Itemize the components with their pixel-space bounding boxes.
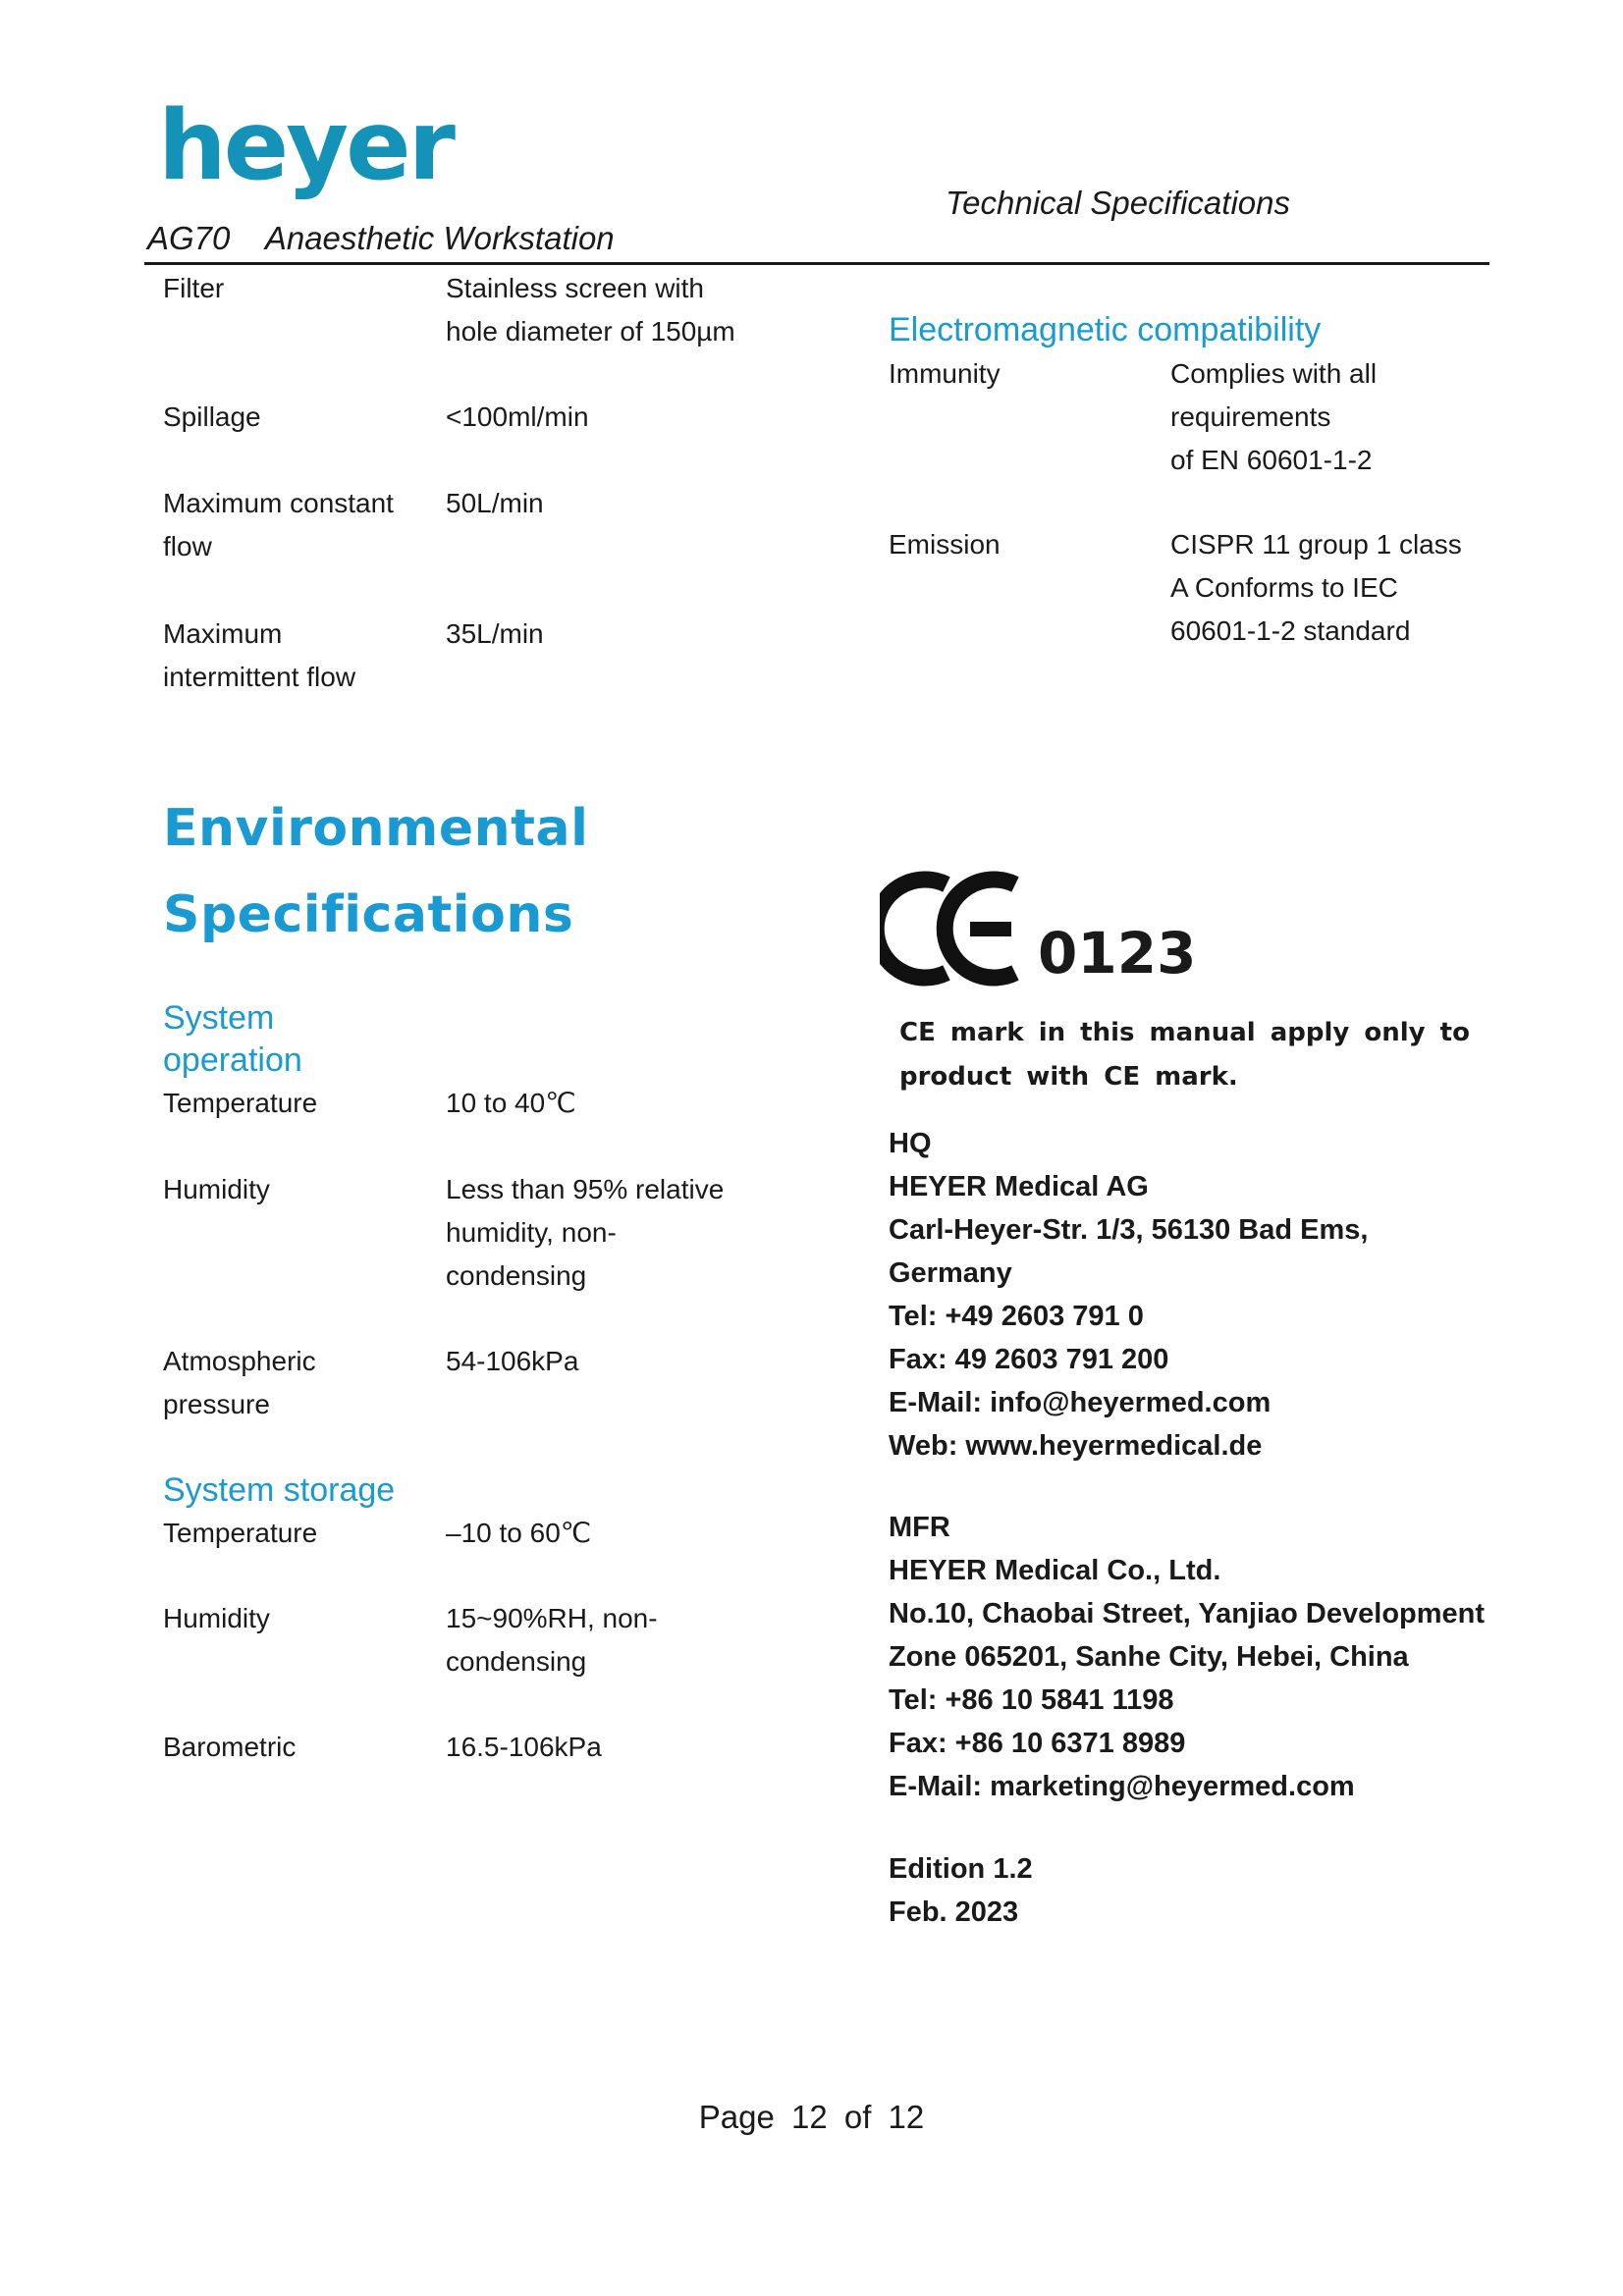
heading-line: Specifications bbox=[163, 885, 574, 944]
heading-line: Environmental bbox=[163, 799, 589, 858]
ce-mark-icon bbox=[880, 871, 1027, 987]
label-line: Maximum bbox=[163, 618, 283, 649]
heyer-logo: heyer bbox=[158, 90, 453, 202]
hq-address-block bbox=[889, 1122, 1368, 1468]
hq-line: Web: www.heyermedical.de bbox=[889, 1430, 1263, 1462]
model-title: AG70 Anaesthetic Workstation bbox=[147, 220, 615, 256]
ce-note bbox=[899, 1011, 1470, 1099]
label-line: Atmospheric bbox=[163, 1346, 316, 1376]
op-pressure-value: 54-106kPa bbox=[446, 1346, 579, 1376]
mfr-address-block bbox=[889, 1506, 1485, 1808]
immunity-label: Immunity bbox=[889, 358, 1001, 389]
mfr-line: Tel: +86 10 5841 1198 bbox=[889, 1684, 1174, 1716]
st-humidity-label: Humidity bbox=[163, 1603, 270, 1633]
value-line: CISPR 11 group 1 class bbox=[1170, 529, 1462, 560]
op-humidity-value bbox=[446, 1168, 724, 1298]
edition-line: Edition 1.2 bbox=[889, 1853, 1033, 1885]
max-constant-flow-label bbox=[163, 482, 394, 568]
system-storage-heading: System storage bbox=[163, 1471, 396, 1509]
filter-value-line: Stainless screen with bbox=[446, 273, 705, 303]
value-line: Complies with all bbox=[1170, 358, 1378, 389]
filter-label: Filter bbox=[163, 273, 225, 303]
st-humidity-value bbox=[446, 1597, 658, 1683]
edition-date: Feb. 2023 bbox=[889, 1896, 1019, 1928]
hq-line: HEYER Medical AG bbox=[889, 1171, 1149, 1202]
note-line: CE mark in this manual apply only to bbox=[899, 1018, 1470, 1047]
mfr-line: No.10, Chaobai Street, Yanjiao Development bbox=[889, 1598, 1486, 1629]
st-barometric-value: 16.5-106kPa bbox=[446, 1732, 602, 1762]
mfr-line: Fax: +86 10 6371 8989 bbox=[889, 1728, 1186, 1759]
value-line: condensing bbox=[446, 1260, 587, 1291]
op-temperature-value: 10 to 40℃ bbox=[446, 1088, 576, 1118]
label-line: intermittent flow bbox=[163, 662, 356, 692]
value-line: requirements bbox=[1170, 401, 1331, 432]
value-line: condensing bbox=[446, 1646, 587, 1677]
filter-value bbox=[446, 267, 735, 353]
st-barometric-label: Barometric bbox=[163, 1732, 297, 1762]
emission-value bbox=[1170, 523, 1462, 653]
op-pressure-label bbox=[163, 1340, 316, 1426]
heading-line: System bbox=[163, 999, 275, 1037]
emission-label: Emission bbox=[889, 529, 1001, 560]
emc-heading: Electromagnetic compatibility bbox=[889, 311, 1322, 348]
header-divider bbox=[144, 262, 1489, 265]
filter-value-line: hole diameter of 150µm bbox=[446, 316, 735, 347]
hq-line: Fax: 49 2603 791 200 bbox=[889, 1344, 1169, 1375]
st-temperature-value: –10 to 60℃ bbox=[446, 1518, 592, 1548]
max-constant-flow-value: 50L/min bbox=[446, 488, 544, 518]
value-line: Less than 95% relative bbox=[446, 1174, 725, 1204]
system-operation-heading bbox=[163, 997, 302, 1082]
max-intermittent-flow-label bbox=[163, 613, 355, 699]
mfr-line: Zone 065201, Sanhe City, Hebei, China bbox=[889, 1641, 1409, 1673]
ce-notified-body-number: 0123 bbox=[1038, 920, 1197, 987]
spillage-value: <100ml/min bbox=[446, 401, 589, 432]
note-line: product with CE mark. bbox=[899, 1062, 1238, 1092]
st-temperature-label: Temperature bbox=[163, 1518, 318, 1548]
max-intermittent-flow-value: 35L/min bbox=[446, 618, 544, 649]
hq-line: E-Mail: info@heyermed.com bbox=[889, 1387, 1271, 1418]
hq-line: Tel: +49 2603 791 0 bbox=[889, 1301, 1144, 1332]
label-line: Maximum constant bbox=[163, 488, 394, 518]
label-line: flow bbox=[163, 531, 212, 561]
ce-mark-logo bbox=[880, 871, 1027, 991]
value-line: of EN 60601-1-2 bbox=[1170, 445, 1373, 475]
edition-block bbox=[889, 1847, 1033, 1934]
mfr-line: E-Mail: marketing@heyermed.com bbox=[889, 1771, 1355, 1802]
spillage-label: Spillage bbox=[163, 401, 261, 432]
page-number: Page 12 of 12 bbox=[698, 2099, 925, 2135]
mfr-line: HEYER Medical Co., Ltd. bbox=[889, 1555, 1221, 1586]
mfr-line: MFR bbox=[889, 1512, 950, 1543]
hq-line: HQ bbox=[889, 1128, 932, 1159]
hq-line: Carl-Heyer-Str. 1/3, 56130 Bad Ems, bbox=[889, 1214, 1369, 1246]
heading-line: operation bbox=[163, 1041, 302, 1079]
value-line: A Conforms to IEC bbox=[1170, 572, 1398, 603]
hq-line: Germany bbox=[889, 1257, 1012, 1289]
value-line: humidity, non- bbox=[446, 1217, 617, 1248]
environmental-specifications-heading bbox=[163, 785, 588, 958]
op-humidity-label: Humidity bbox=[163, 1174, 270, 1204]
immunity-value bbox=[1170, 352, 1377, 482]
label-line: pressure bbox=[163, 1389, 270, 1419]
section-title: Technical Specifications bbox=[946, 185, 1290, 221]
value-line: 15~90%RH, non- bbox=[446, 1603, 658, 1633]
value-line: 60601-1-2 standard bbox=[1170, 615, 1411, 646]
op-temperature-label: Temperature bbox=[163, 1088, 318, 1118]
